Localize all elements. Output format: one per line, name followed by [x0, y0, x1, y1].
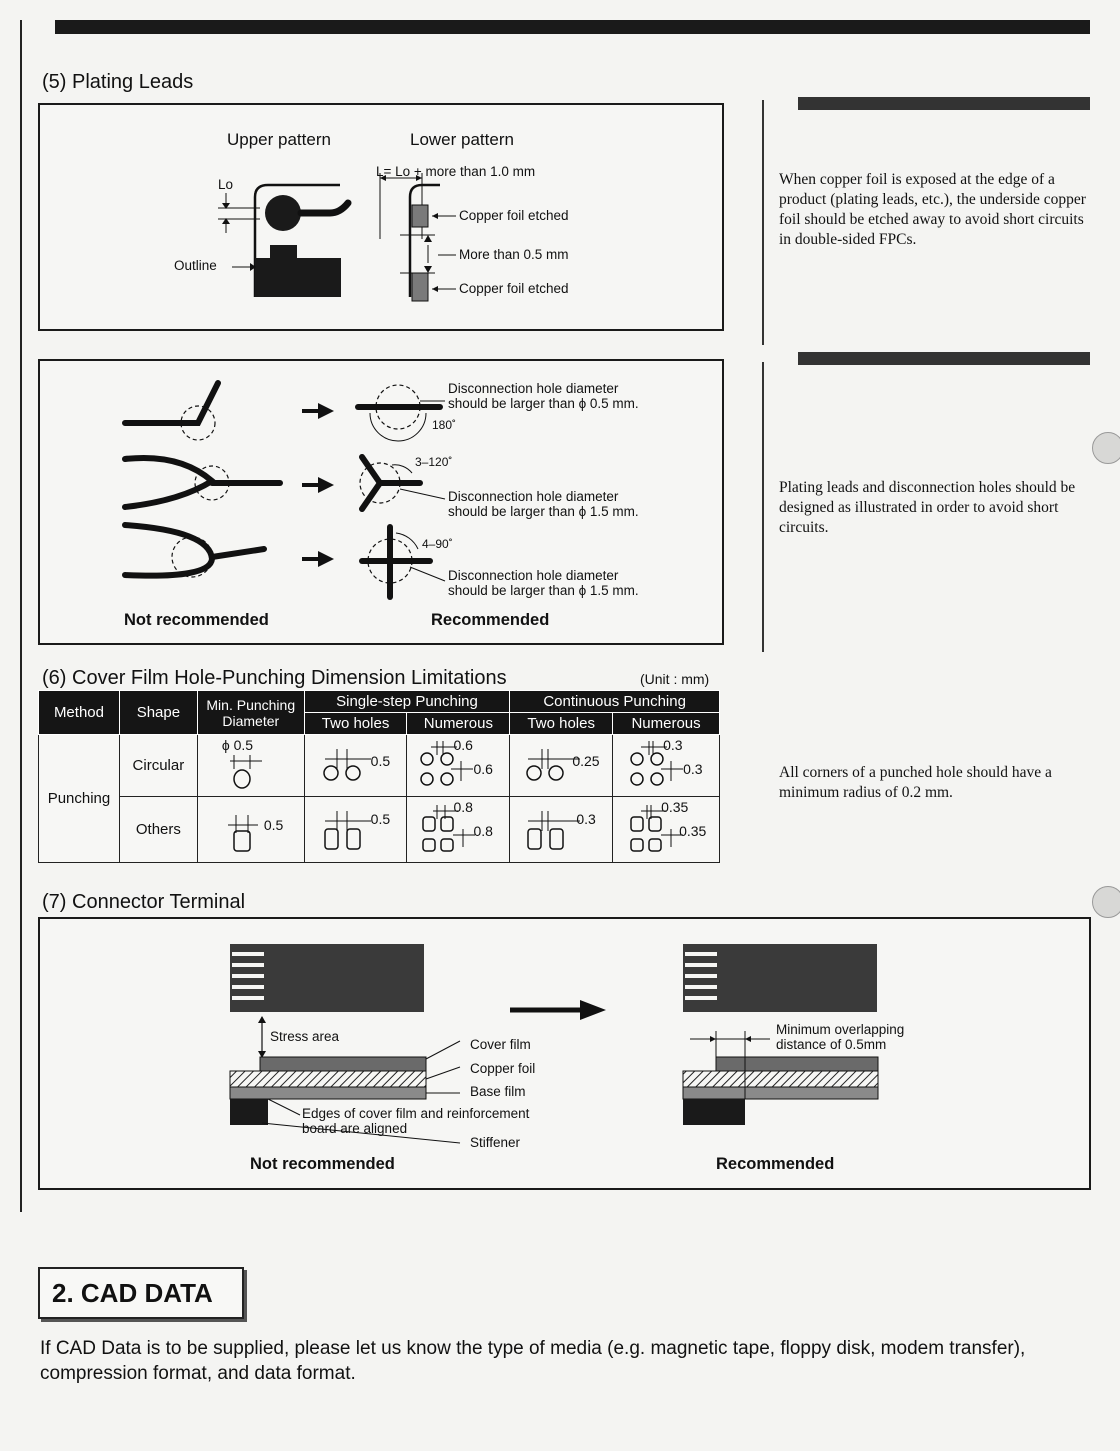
binder-hole-icon: [1092, 886, 1120, 918]
upper-pattern-label: Upper pattern: [227, 130, 331, 149]
angle-3-120-label: 3–120˚: [415, 455, 453, 469]
header-single-step: Single-step Punching: [304, 691, 510, 713]
unit-label: (Unit : mm): [640, 671, 710, 687]
section-title-cover-film: (6) Cover Film Hole-Punching Dimension Limitations: [42, 667, 507, 689]
circle-hole-icon: [226, 755, 266, 791]
plating-disconnection-panel: [38, 359, 724, 645]
shape-circular-cell: Circular: [119, 735, 197, 797]
note-plating-leads: When copper foil is exposed at the edge of a product (plating leads, etc.), the underside copper foil should be etched away to avoid short circuits in double-sided FPCs.: [779, 171, 1086, 248]
others-two-holes-cont-cell: 0.3: [510, 797, 613, 863]
shape-others-cell: Others: [119, 797, 197, 863]
recommended-label: Recommended: [431, 611, 550, 629]
formula-label: L= Lo + more than 1.0 mm: [376, 164, 536, 179]
top-rule: [55, 20, 1090, 34]
left-margin-rule: [20, 20, 22, 1212]
note-punched-hole-radius: All corners of a punched hole should have a minimum radius of 0.2 mm.: [779, 764, 1052, 801]
rounded-rect-hole-icon: [226, 811, 266, 855]
others-numerous-cell: 0.8 0.8: [407, 797, 510, 863]
others-numerous-cont-cell: 0.35 0.35: [613, 797, 720, 863]
circular-numerous-cell: 0.6 0.6: [407, 735, 510, 797]
others-two-holes-cell: 0.5: [304, 797, 407, 863]
cover-film-label: Cover film: [470, 1037, 531, 1052]
binder-hole-icon: [1092, 432, 1120, 464]
min-overlap-label: Minimum overlapping distance of 0.5mm: [776, 1022, 905, 1052]
note-rule: [762, 362, 764, 652]
plating-upper-lower-panel: [38, 103, 724, 331]
circular-two-holes-cell: 0.5: [304, 735, 407, 797]
recommended-label: Recommended: [716, 1155, 835, 1173]
stiffener-label: Stiffener: [470, 1135, 521, 1150]
section-title-connector-terminal: (7) Connector Terminal: [42, 891, 246, 913]
copper-foil-etched-label-1: Copper foil etched: [459, 208, 569, 223]
header-min-diameter: Min. Punching Diameter: [197, 691, 304, 735]
method-cell: Punching: [39, 735, 120, 863]
header-numerous-single: Numerous: [407, 713, 510, 735]
circular-two-holes-cont-cell: 0.25: [510, 735, 613, 797]
outline-label: Outline: [174, 258, 217, 273]
lower-pattern-label: Lower pattern: [410, 130, 514, 149]
others-min-cell: 0.5: [197, 797, 304, 863]
header-shape: Shape: [119, 691, 197, 735]
header-continuous: Continuous Punching: [510, 691, 720, 713]
base-film-label: Base film: [470, 1084, 526, 1099]
stress-area-label: Stress area: [270, 1029, 340, 1044]
lo-label: Lo: [218, 177, 234, 192]
header-two-holes-cont: Two holes: [510, 713, 613, 735]
circular-min-cell: ϕ 0.5: [197, 735, 304, 797]
more-than-label: More than 0.5 mm: [459, 247, 569, 262]
note-disconnection-holes: Plating leads and disconnection holes should be designed as illustrated in order to avoid short circuits.: [779, 479, 1076, 536]
note-rule: [762, 100, 764, 345]
punching-dimension-table: [38, 690, 720, 863]
angle-180-label: 180˚: [432, 418, 457, 432]
not-recommended-label: Not recommended: [124, 611, 269, 629]
cad-data-text: If CAD Data is to be supplied, please let us know the type of media (e.g. magnetic tape, floppy disk, modem transfer), compression format, and data format.: [40, 1338, 1026, 1384]
disconnection-note-3: Disconnection hole diameter should be larger than ϕ 1.5 mm.: [448, 568, 639, 598]
circular-numerous-cont-cell: 0.3 0.3: [613, 735, 720, 797]
two-rect-holes-icon: [524, 809, 584, 853]
not-recommended-label: Not recommended: [250, 1155, 395, 1173]
connector-terminal-diagram: [40, 919, 1089, 1188]
header-two-holes-single: Two holes: [304, 713, 407, 735]
plating-pattern-diagram: [40, 105, 722, 329]
header-method: Method: [39, 691, 120, 735]
note-bar: [798, 97, 1090, 110]
disconnection-note-1: Disconnection hole diameter should be larger than ϕ 0.5 mm.: [448, 381, 639, 411]
note-bar: [798, 352, 1090, 365]
cad-data-heading: 2. CAD DATA: [38, 1267, 244, 1319]
section-title-plating-leads: (5) Plating Leads: [42, 71, 194, 93]
angle-4-90-label: 4–90˚: [422, 537, 453, 551]
header-numerous-cont: Numerous: [613, 713, 720, 735]
disconnection-note-2: Disconnection hole diameter should be larger than ϕ 1.5 mm.: [448, 489, 639, 519]
copper-foil-etched-label-2: Copper foil etched: [459, 281, 569, 296]
connector-terminal-panel: [38, 917, 1091, 1190]
copper-foil-label: Copper foil: [470, 1061, 536, 1076]
edges-aligned-label: Edges of cover film and reinforcement board are aligned: [302, 1106, 530, 1136]
